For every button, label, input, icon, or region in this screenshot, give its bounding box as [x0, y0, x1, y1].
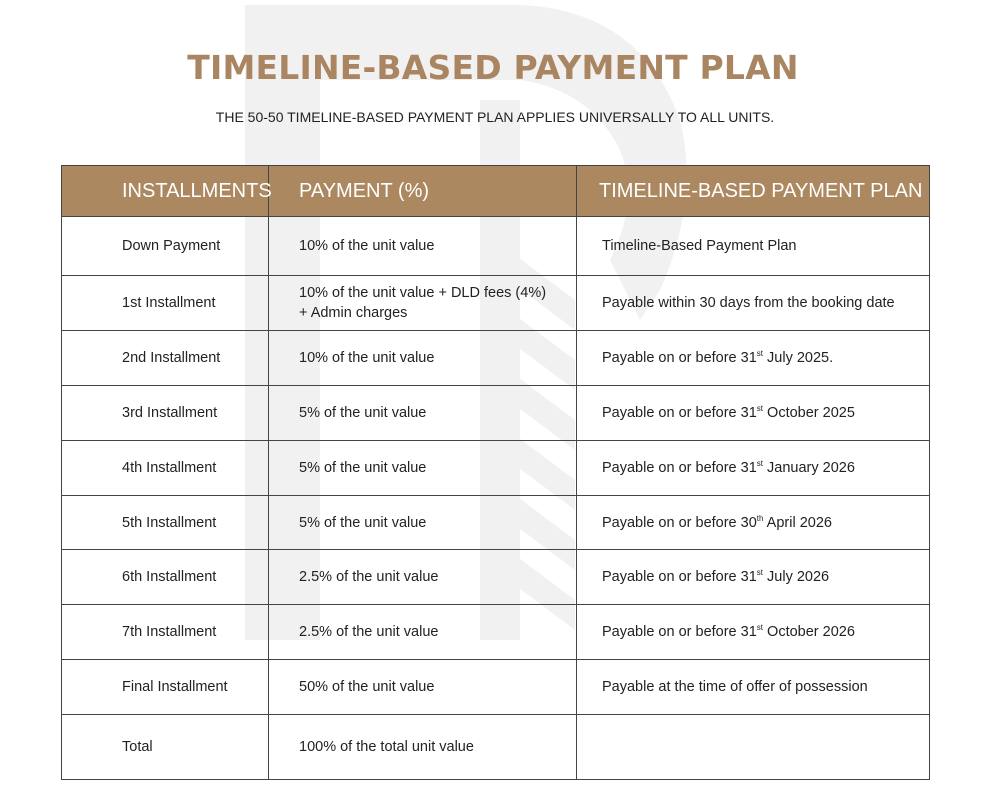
- timeline-text: July 2025.: [763, 350, 834, 366]
- payment-line: 10% of the unit value + DLD fees (4%): [299, 285, 547, 301]
- column-header-timeline: TIMELINE-BASED PAYMENT PLAN: [577, 166, 930, 217]
- ordinal-suffix: st: [756, 349, 764, 358]
- table-row-total: [62, 715, 930, 780]
- payment-cell: 2.5% of the unit value: [269, 605, 577, 660]
- ordinal-suffix: th: [756, 513, 764, 523]
- timeline-text: Payable on or before 31: [602, 405, 757, 421]
- payment-plan-table: [61, 165, 930, 780]
- timeline-cell: [577, 550, 930, 605]
- table-row: [62, 441, 930, 496]
- column-header-installments: INSTALLMENTS: [62, 166, 269, 217]
- column-header-payment: PAYMENT (%): [269, 166, 577, 217]
- timeline-text: Payable on or before 30: [602, 514, 757, 531]
- payment-cell: [269, 276, 577, 331]
- timeline-cell: Payable at the time of offer of possession: [577, 660, 930, 715]
- installment-cell: 7th Installment: [62, 605, 269, 660]
- installment-cell: 2nd Installment: [62, 331, 269, 386]
- timeline-text: Payable on or before 31: [602, 569, 757, 585]
- payment-cell: 2.5% of the unit value: [269, 550, 577, 605]
- payment-cell: 5% of the unit value: [269, 441, 577, 496]
- table-row: [62, 386, 930, 441]
- table-row: [62, 605, 930, 660]
- table-row: [62, 660, 930, 715]
- installment-cell: 5th Installment: [62, 496, 269, 550]
- page-subtitle: THE 50-50 TIMELINE-BASED PAYMENT PLAN APPLIES UNIVERSALLY TO ALL UNITS.: [215, 109, 775, 125]
- ordinal-suffix: st: [756, 404, 764, 413]
- timeline-cell: Payable within 30 days from the booking date: [577, 276, 930, 331]
- timeline-cell: [577, 715, 930, 780]
- ordinal-suffix: st: [756, 568, 764, 577]
- page-title: TIMELINE-BASED PAYMENT PLAN: [187, 48, 799, 87]
- timeline-text: April 2026: [763, 514, 832, 531]
- installment-cell: 6th Installment: [62, 550, 269, 605]
- timeline-text: October 2026: [763, 624, 855, 640]
- payment-cell: 50% of the unit value: [269, 660, 577, 715]
- timeline-cell: [577, 386, 930, 441]
- payment-line: + Admin charges: [299, 305, 408, 321]
- timeline-cell: [577, 331, 930, 386]
- timeline-cell: [577, 441, 930, 496]
- installment-cell: Total: [62, 715, 269, 780]
- timeline-text: January 2026: [763, 460, 855, 476]
- table-header-row: [62, 166, 930, 217]
- timeline-cell: [577, 496, 930, 550]
- ordinal-suffix: st: [756, 459, 764, 468]
- table-row: [62, 217, 930, 276]
- payment-cell: 100% of the total unit value: [269, 715, 577, 780]
- table-row: [62, 550, 930, 605]
- timeline-text: October 2025: [763, 405, 855, 421]
- table-row: [62, 331, 930, 386]
- installment-cell: Down Payment: [62, 217, 269, 276]
- payment-cell: 10% of the unit value: [269, 331, 577, 386]
- table-row: [62, 496, 930, 550]
- payment-cell: 5% of the unit value: [269, 496, 577, 550]
- installment-cell: 4th Installment: [62, 441, 269, 496]
- installment-cell: 3rd Installment: [62, 386, 269, 441]
- timeline-text: Payable on or before 31: [602, 350, 757, 366]
- timeline-text: Payable on or before 31: [602, 460, 757, 476]
- installment-cell: 1st Installment: [62, 276, 269, 331]
- ordinal-suffix: st: [756, 623, 764, 632]
- timeline-text: Payable on or before 31: [602, 624, 757, 640]
- payment-cell: 10% of the unit value: [269, 217, 577, 276]
- timeline-text: July 2026: [763, 569, 830, 585]
- payment-cell: 5% of the unit value: [269, 386, 577, 441]
- timeline-cell: [577, 605, 930, 660]
- timeline-cell: Timeline-Based Payment Plan: [577, 217, 930, 276]
- installment-cell: Final Installment: [62, 660, 269, 715]
- table-row: [62, 276, 930, 331]
